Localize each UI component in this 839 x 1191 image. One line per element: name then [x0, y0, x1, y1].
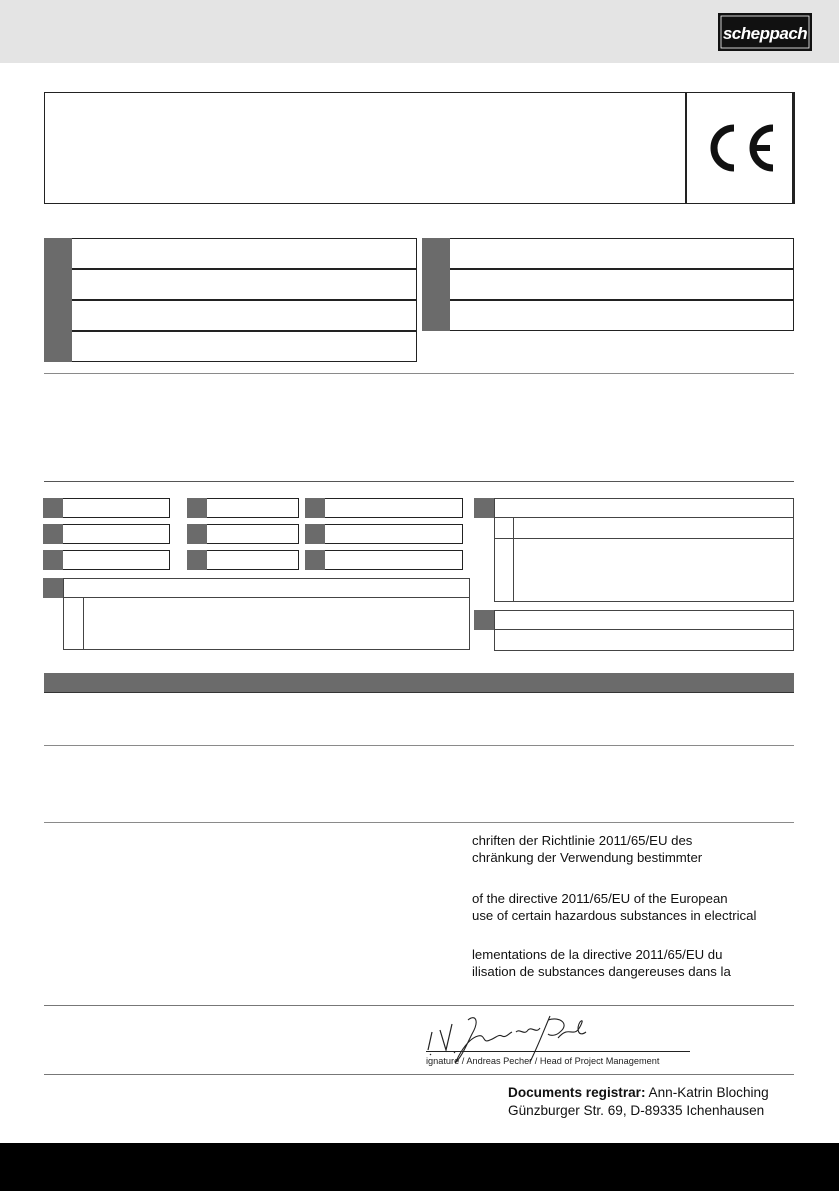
declaration-title-box [44, 92, 794, 204]
panel-row [494, 518, 794, 539]
section-divider [44, 1074, 794, 1075]
directive-text-de-2: chränkung der Verwendung bestimmter [472, 850, 703, 865]
language-row [422, 300, 794, 331]
panel-marker [43, 578, 63, 598]
scheppach-logo [718, 13, 812, 51]
section-divider [44, 481, 794, 482]
language-marker [44, 238, 72, 269]
directive-text-de-1: chriften der Richtlinie 2011/65/EU des [472, 833, 693, 848]
language-row [44, 269, 417, 300]
directive-text-en-2: use of certain hazardous substances in electrical [472, 908, 757, 923]
directive-box [305, 550, 463, 570]
footer-bar [0, 1143, 839, 1191]
panel-marker [474, 498, 494, 518]
directive-marker [305, 524, 325, 544]
directive-marker [43, 524, 63, 544]
directive-marker [305, 550, 325, 570]
language-row [44, 300, 417, 331]
language-row [44, 331, 417, 362]
panel-body [494, 538, 794, 602]
language-row [422, 269, 794, 300]
section-divider [44, 1005, 794, 1006]
ce-mark-icon [700, 118, 780, 178]
directive-marker [43, 498, 63, 518]
language-marker [422, 238, 450, 269]
language-row [44, 238, 417, 269]
directive-marker [187, 550, 207, 570]
title-box-divider [685, 92, 687, 204]
directive-marker [305, 498, 325, 518]
registrar-address: Günzburger Str. 69, D-89335 Ichenhausen [508, 1103, 765, 1118]
language-marker [44, 300, 72, 331]
registrar-name: Ann-Katrin Bloching [645, 1085, 769, 1100]
header-bar [0, 0, 839, 63]
directive-text-en-1: of the directive 2011/65/EU of the European [472, 891, 728, 906]
signature-caption: ignature / Andreas Pecher / Head of Project Management [426, 1056, 660, 1066]
directive-text-fr-2: ilisation de substances dangereuses dans la [472, 964, 731, 979]
language-row [422, 238, 794, 269]
directive-text-fr-1: lementations de la directive 2011/65/EU du [472, 947, 723, 962]
panel-inner-divider [83, 597, 84, 650]
language-marker [44, 269, 72, 300]
panel-marker [474, 610, 494, 630]
directive-marker [43, 550, 63, 570]
panel-body [63, 597, 470, 650]
directive-marker [187, 498, 207, 518]
panel-header [494, 498, 794, 518]
signature-line [426, 1051, 690, 1052]
panel-header [63, 578, 470, 598]
language-marker [44, 331, 72, 362]
language-marker [422, 300, 450, 331]
section-divider [44, 822, 794, 823]
panel-row [494, 630, 794, 651]
section-divider [44, 745, 794, 746]
registrar-label: Documents registrar: [508, 1085, 646, 1100]
title-box-edge [792, 92, 795, 204]
directive-box [305, 524, 463, 544]
svg-text:scheppach: scheppach [722, 24, 808, 43]
language-marker [422, 269, 450, 300]
documents-registrar [508, 1085, 769, 1100]
panel-inner-divider [513, 518, 514, 602]
directive-marker [187, 524, 207, 544]
panel-header [494, 610, 794, 630]
section-band [44, 673, 794, 693]
directive-box [305, 498, 463, 518]
section-divider [44, 373, 794, 374]
